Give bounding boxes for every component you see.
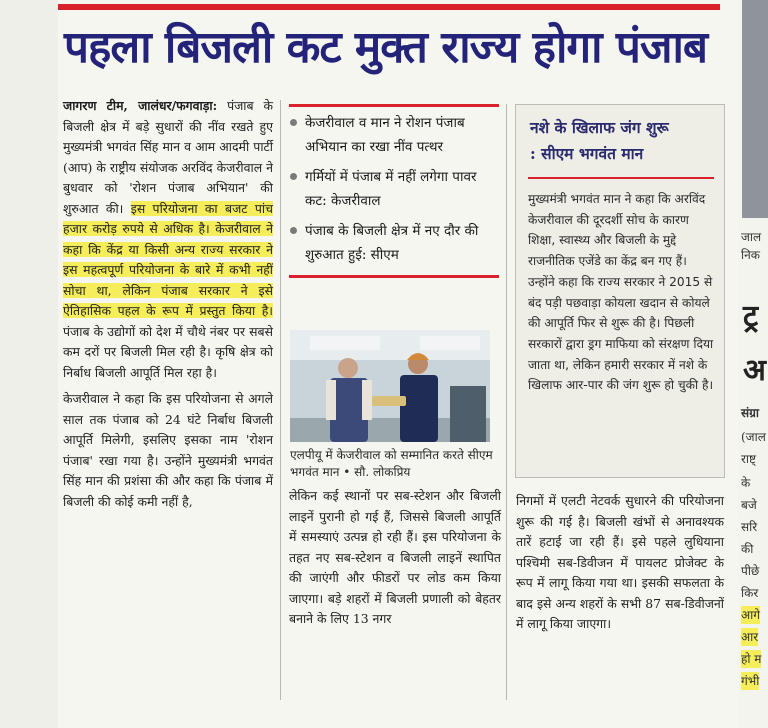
- adjacent-highlight: हो म: [741, 652, 762, 666]
- adjacent-photo: [742, 0, 768, 218]
- adjacent-headline: ट्र: [743, 299, 759, 334]
- adjacent-text: राष्ट्: [741, 452, 757, 466]
- article-text: पंजाब के उद्योगों को देश में चौथे नंबर पर सबसे कम दरों पर बिजली मिल रही है। कृषि क्षेत्र को निर्बाध बिजली आपूर्ति मिल रहा है।: [63, 323, 273, 380]
- top-red-rule: [58, 4, 720, 10]
- highlighted-text: इस परियोजना का बजट पांच हजार करोड़ रुपये से अधिक है। केजरीवाल ने कहा कि केंद्र या किसी अन्य राज्य सरकार ने इस महत्वपूर्ण परियोजना के बारे में कभी नहीं सोचा था, लेकिन पंजाब सरकार ने इसे ऐतिहासिक पहल के रूप में प्रस्तुत किया है।: [63, 200, 274, 318]
- adjacent-text: के: [741, 476, 751, 490]
- adjacent-text: बजे: [741, 498, 757, 512]
- highlight-item: पंजाब के बिजली क्षेत्र में नए दौर की शुरुआत हुई: सीएम: [289, 219, 499, 267]
- adjacent-text: सरि: [741, 520, 758, 534]
- highlights-box: [289, 104, 499, 278]
- adjacent-text: पीछे: [741, 564, 760, 578]
- highlight-item: गर्मियों में पंजाब में नहीं लगेगा पावर कट: केजरीवाल: [289, 165, 499, 213]
- bullet-icon: [290, 227, 297, 234]
- adjacent-highlight: गंभी: [741, 674, 760, 688]
- adjacent-text: की: [741, 542, 754, 556]
- byline: जागरण टीम, जालंधर/फगवाड़ा:: [63, 98, 218, 113]
- sidebar-text: मुख्यमंत्री भगवंत मान ने कहा कि अरविंद केजरीवाल की दूरदर्शी सोच के कारण शिक्षा, स्वास्थ्य और बिजली के मुद्दे राजनीतिक एजेंडे का केंद्र बन गए हैं। उन्होंने कहा कि राज्य सरकार ने 2015 से बंद पड़ी पछवाड़ा कोयला खदान से कोयले की आपूर्ति फिर से शुरू की है। पिछली सरकारों द्वारा ड्रग माफिया को संरक्षण दिया जाता था, लेकिन हमारी सरकार में नशे के खिलाफ आर-पार की जंग शुरू हो चुकी है।: [528, 192, 714, 393]
- article-column-3: निगमों में एलटी नेटवर्क सुधारने की परियोजना शुरू की गई है। बिजली खंभों से अनावश्यक तारें हटाई जा रही हैं। इसे पहले लुधियाना पश्चिमी सब-डिवीजन में पायलट प्रोजेक्ट के रूप में लागू किया गया था। इसकी सफलता के बाद इसे अन्य शहरों के सभी 87 सब-डिवीजनों में लागू किया जाएगा।: [516, 493, 724, 631]
- adjacent-caption: जाल: [741, 230, 762, 244]
- highlights-bottom-rule: [289, 275, 499, 278]
- adjacent-article-strip: [738, 0, 768, 728]
- sidebar-title: नशे के खिलाफ जंग शुरू : सीएम भगवंत मान: [530, 118, 669, 163]
- adjacent-highlight: आगे: [741, 608, 761, 622]
- photo-illustration: [290, 330, 490, 442]
- sidebar-rule: [528, 177, 714, 179]
- article-column-2: लेकिन कई स्थानों पर सब-स्टेशन और बिजली लाइनें पुरानी हो गई हैं, जिससे बिजली आपूर्ति में समस्याएं उत्पन्न हो रही हैं। इस परियोजना के तहत नए सब-स्टेशन व बिजली लाइनें स्थापित की जाएंगी और फीडरों पर लोड कम किया जाएगा। बड़े शहरों में बिजली प्रणाली को बेहतर बनाने के लिए 13 नगर: [289, 488, 501, 626]
- bullet-icon: [290, 173, 297, 180]
- adjacent-text: किर: [741, 586, 759, 600]
- article-column-1: [63, 96, 273, 512]
- headline: पहला बिजली कट मुक्त राज्य होगा पंजाब: [64, 22, 708, 73]
- article-paragraph-1: [63, 96, 273, 383]
- highlights-top-rule: [289, 104, 499, 107]
- article-paragraph-2: केजरीवाल ने कहा कि इस परियोजना से अगले साल तक पंजाब को 24 घंटे निर्बाध बिजली आपूर्ति मिलेगी, इसलिए इसका नाम 'रोशन पंजाब' रखा गया है। उन्होंने मुख्यमंत्री भगवंत सिंह मान की प्रशंसा की और कहा कि पंजाब में बिजली की कोई कमी नहीं है,: [63, 391, 273, 509]
- column-divider: [280, 100, 281, 700]
- article-text: पंजाब के बिजली क्षेत्र में बड़े सुधारों की नींव रखते हुए मुख्यमंत्री भगवंत सिंह मान व आम आदमी पार्टी (आप) के राष्ट्रीय संयोजक अरविंद केजरीवाल ने बुधवार को 'रोशन पंजाब अभियान' की शुरुआत की।: [63, 98, 273, 216]
- adjacent-text: (जाल: [741, 430, 766, 444]
- column-divider: [506, 104, 507, 700]
- adjacent-text: संग्रा: [741, 406, 759, 420]
- adjacent-caption: निक: [741, 248, 760, 262]
- sidebar-box: [515, 104, 725, 478]
- event-photo: [290, 330, 490, 442]
- photo-caption: एलपीयू में केजरीवाल को सम्मानित करते सीएम भगवंत मान • सौ. लोकप्रिय: [290, 448, 493, 479]
- adjacent-highlight: आर: [741, 630, 759, 644]
- adjacent-headline: अ: [743, 353, 766, 388]
- highlight-item: केजरीवाल व मान ने रोशन पंजाब अभियान का रखा नींव पत्थर: [289, 111, 499, 159]
- bullet-icon: [290, 119, 297, 126]
